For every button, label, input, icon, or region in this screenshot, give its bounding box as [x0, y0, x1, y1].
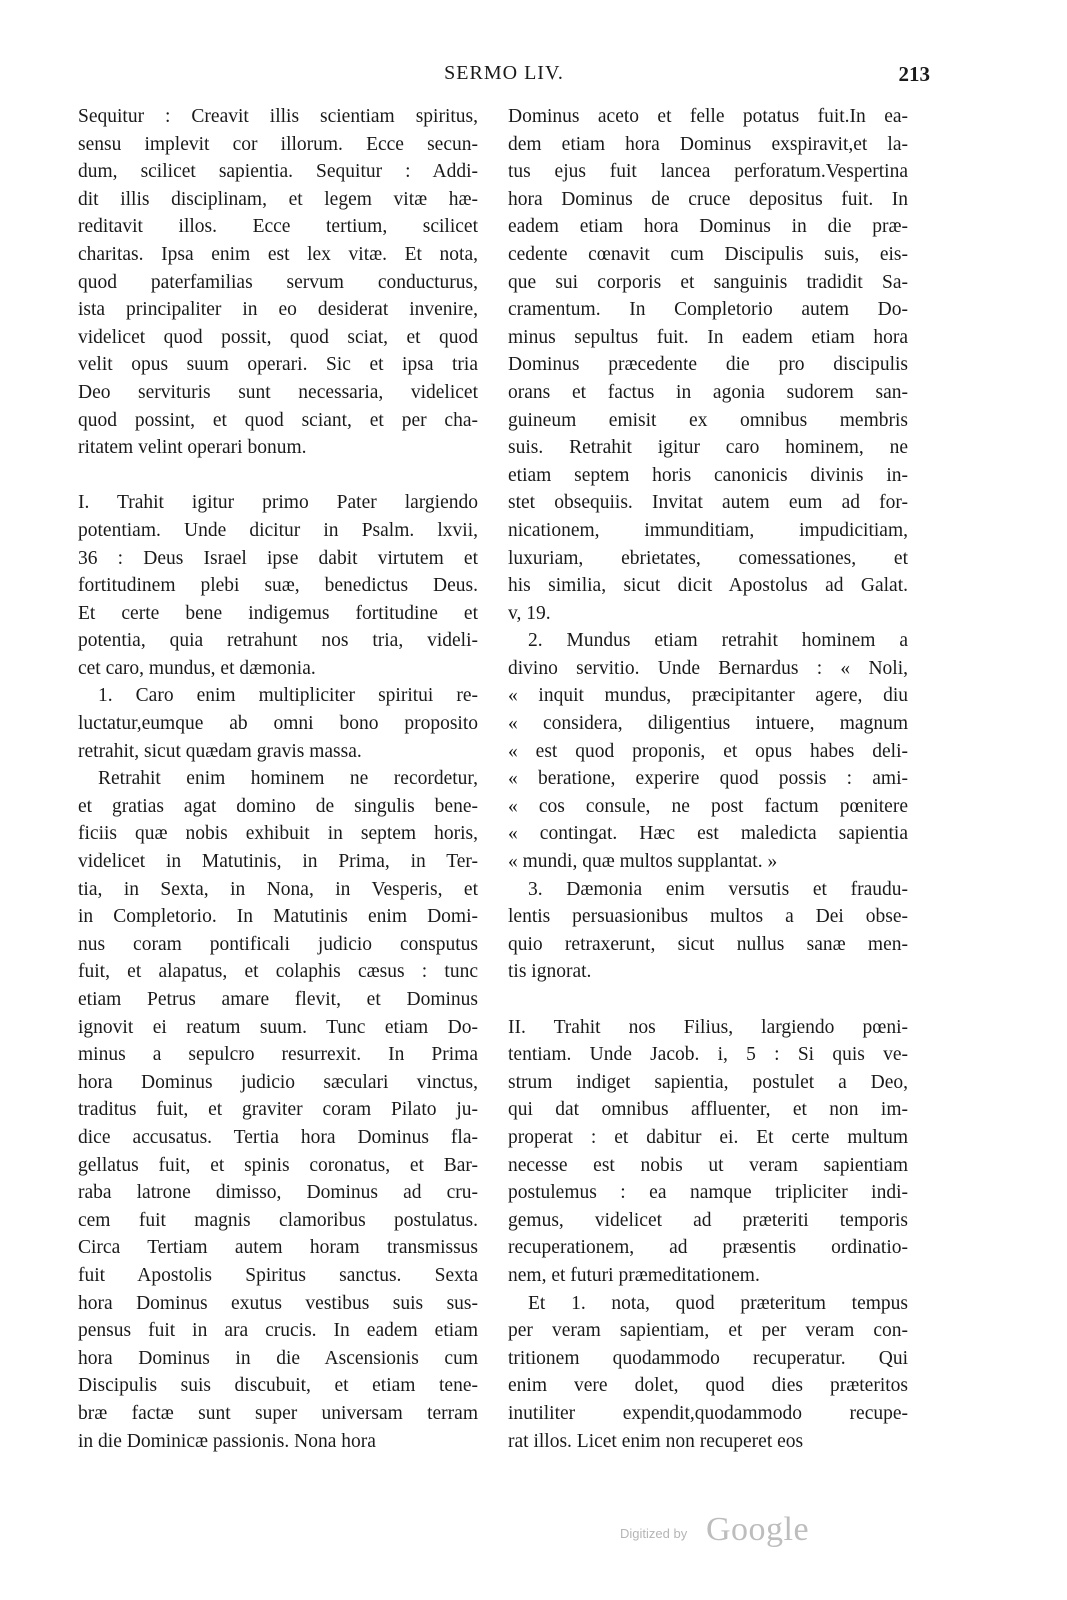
text-line: 36 : Deus Israel ipse dabit virtutem et [78, 547, 478, 569]
text-line: recuperationem, ad præsentis ordinatio- [508, 1237, 908, 1259]
text-line: dice accusatus. Tertia hora Dominus fla- [78, 1126, 478, 1148]
text-line: dum, scilicet sapientia. Sequitur : Addi- [78, 161, 478, 183]
text-line: hora Dominus de cruce depositus fuit. In [508, 188, 908, 210]
text-line: suis. Retrahit igitur caro hominem, ne [508, 437, 908, 459]
text-line: Circa Tertiam autem horam transmissus [78, 1237, 478, 1259]
text-line: potentiam. Unde dicitur in Psalm. lxvii, [78, 519, 478, 541]
text-line: charitas. Ipsa enim est lex vitæ. Et nota, [78, 243, 478, 265]
text-line: rat illos. Licet enim non recuperet eos [508, 1430, 804, 1452]
text-line: retrahit, sicut quædam gravis massa. [78, 740, 362, 762]
text-line: I. Trahit igitur primo Pater largiendo [78, 492, 478, 514]
text-line: tus ejus fuit lancea perforatum.Vespertina [508, 161, 908, 183]
text-line: potentia, quia retrahunt nos tria, videli- [78, 630, 478, 652]
right-text-column [508, 103, 908, 1455]
text-line: inutiliter expendit,quodammodo recupe- [508, 1402, 908, 1424]
text-line: sensu implevit cor illorum. Ecce secun- [78, 133, 478, 155]
text-line: « contingat. Hæc est maledicta sapientia [508, 823, 908, 845]
text-line: ignovit ei reatum suum. Tunc etiam Do- [78, 1016, 478, 1038]
text-line: minus sepultus fuit. In eadem etiam hora [508, 326, 908, 348]
text-line: dem etiam hora Dominus exspiravit,et la- [508, 133, 908, 155]
text-line [78, 462, 478, 490]
text-line: hora Dominus judicio sæculari vinctus, [78, 1071, 478, 1093]
digitization-watermark [620, 1505, 880, 1549]
text-line: eadem etiam hora Dominus in die præ- [508, 216, 908, 238]
text-line: videlicet in Matutinis, in Prima, in Ter- [78, 851, 478, 873]
text-line: et gratias agat domino de singulis bene- [78, 795, 478, 817]
text-line: ficiis quæ nobis exhibuit in septem horis, [78, 823, 478, 845]
text-line [508, 986, 908, 1014]
text-line: enim vere dolet, quod dies præteritos [508, 1375, 908, 1397]
text-line: in Completorio. In Matutinis enim Domi- [78, 906, 478, 928]
text-line: « mundi, quæ multos supplantat. » [508, 851, 778, 873]
text-line: gemus, videlicet ad præteriti temporis [508, 1209, 908, 1231]
digitized-by-text: Digitized by [620, 1526, 688, 1541]
text-line: « est quod proponis, et opus habes deli- [508, 740, 908, 762]
text-line: 3. Dæmonia enim versutis et fraudu- [528, 878, 908, 900]
text-line: cet caro, mundus, et dæmonia. [78, 657, 316, 679]
text-line: guineum emisit ex omnibus membris [508, 409, 908, 431]
text-line: II. Trahit nos Filius, largiendo pœni- [508, 1016, 908, 1038]
text-line: Discipulis suis discubuit, et etiam tene- [78, 1375, 478, 1397]
text-line: necesse est nobis ut veram sapientiam [508, 1154, 908, 1176]
text-line: Retrahit enim hominem ne recordetur, [98, 768, 478, 790]
text-line: lentis persuasionibus multos a Dei obse- [508, 906, 908, 928]
text-line: qui dat omnibus affluenter, et non im- [508, 1099, 908, 1121]
text-line: raba latrone dimisso, Dominus ad cru- [78, 1182, 478, 1204]
text-line: fortitudinem plebi suæ, benedictus Deus. [78, 575, 478, 597]
text-line: orans et factus in agonia sudorem san- [508, 381, 908, 403]
text-line: ista principaliter in eo desiderat invenire, [78, 299, 478, 321]
text-line: reditavit illos. Ecce tertium, scilicet [78, 216, 478, 238]
text-line: ritatem velint operari bonum. [78, 437, 307, 459]
text-line: Et certe bene indigemus fortitudine et [78, 602, 478, 624]
text-line: que sui corporis et sanguinis tradidit Sa- [508, 271, 908, 293]
text-line: cramentum. In Completorio autem Do- [508, 299, 908, 321]
text-line: « inquit mundus, præcipitanter agere, diu [508, 685, 908, 707]
text-line: « considera, diligentius intuere, magnum [508, 713, 908, 735]
text-line: quod paterfamilias servum conducturus, [78, 271, 478, 293]
text-line: tentiam. Unde Jacob. i, 5 : Si quis ve- [508, 1044, 908, 1066]
text-line: v, 19. [508, 602, 551, 624]
text-line: Dominus præcedente die pro discipulis [508, 354, 908, 376]
text-line: hora Dominus exutus vestibus suis sus- [78, 1292, 478, 1314]
text-line: minus a sepulcro resurrexit. In Prima [78, 1044, 478, 1066]
text-line: nem, et futuri præmeditationem. [508, 1264, 760, 1286]
text-line: luctatur,eumque ab omni bono proposito [78, 713, 478, 735]
text-line: properat : et dabitur ei. Et certe multum [508, 1126, 908, 1148]
text-line: tis ignorat. [508, 961, 592, 983]
left-text-column [78, 103, 478, 1455]
google-logo: Google [706, 1511, 810, 1548]
text-line: hora Dominus in die Ascensionis cum [78, 1347, 478, 1369]
text-line: « cos consule, ne post factum pœnitere [508, 795, 908, 817]
text-line: quio retraxerunt, sicut nullus sanæ men- [508, 933, 908, 955]
text-line: traditus fuit, et graviter coram Pilato ju- [78, 1099, 478, 1121]
text-line: Dominus aceto et felle potatus fuit.In ea- [508, 106, 908, 127]
text-line: Deo servituris sunt necessaria, videlicet [78, 381, 478, 403]
text-line: in die Dominicæ passionis. Nona hora [78, 1430, 376, 1452]
text-line: tritionem quodammodo recuperatur. Qui [508, 1347, 908, 1369]
text-line: Sequitur : Creavit illis scientiam spiritus, [78, 106, 478, 127]
text-line: fuit, et alapatus, et colaphis cæsus : tunc [78, 961, 478, 983]
text-line: fuit Apostolis Spiritus sanctus. Sexta [78, 1264, 478, 1286]
text-line: pensus fuit in ara crucis. In eadem etiam [78, 1320, 478, 1342]
running-title: SERMO LIV. [444, 62, 564, 84]
text-line: etiam septem horis canonicis divinis in- [508, 464, 908, 486]
text-line: luxuriam, ebrietates, comessationes, et [508, 547, 908, 569]
text-line: videlicet quod possit, quod sciat, et quod [78, 326, 478, 348]
text-line: velit opus suum operari. Sic et ipsa tria [78, 354, 478, 376]
text-line: nus coram pontificali judicio consputus [78, 933, 478, 955]
page-number: 213 [898, 62, 930, 86]
text-line: etiam Petrus amare flevit, et Dominus [78, 989, 478, 1010]
page-header [78, 62, 930, 92]
text-line: strum indiget sapientia, postulet a Deo, [508, 1071, 908, 1093]
text-line: 1. Caro enim multipliciter spiritui re- [98, 685, 478, 707]
text-line: postulemus : ea namque tripliciter indi- [508, 1182, 908, 1204]
text-line: stet obsequiis. Invitat autem eum ad for- [508, 492, 908, 514]
text-line: bræ factæ sunt super universam terram [78, 1402, 478, 1424]
text-line: cem fuit magnis clamoribus postulatus. [78, 1209, 478, 1231]
text-line: 2. Mundus etiam retrahit hominem a [528, 630, 908, 652]
text-line: his similia, sicut dicit Apostolus ad Galat. [508, 575, 908, 597]
text-line: nicationem, immunditiam, impudicitiam, [508, 519, 908, 541]
text-line: dit illis disciplinam, et legem vitæ hæ- [78, 188, 478, 210]
text-line: Et 1. nota, quod præteritum tempus [528, 1292, 908, 1314]
text-line: cedente cœnavit cum Discipulis suis, eis- [508, 243, 908, 265]
text-line: gellatus fuit, et spinis coronatus, et Bar- [78, 1154, 478, 1176]
text-line: quod possint, et quod sciant, et per cha- [78, 409, 478, 431]
text-line: tia, in Sexta, in Nona, in Vesperis, et [78, 878, 478, 900]
text-line: « beratione, experire quod possis : ami- [508, 768, 908, 790]
text-line: per veram sapientiam, et per veram con- [508, 1320, 908, 1342]
text-line: divino servitio. Unde Bernardus : « Noli, [508, 657, 908, 679]
